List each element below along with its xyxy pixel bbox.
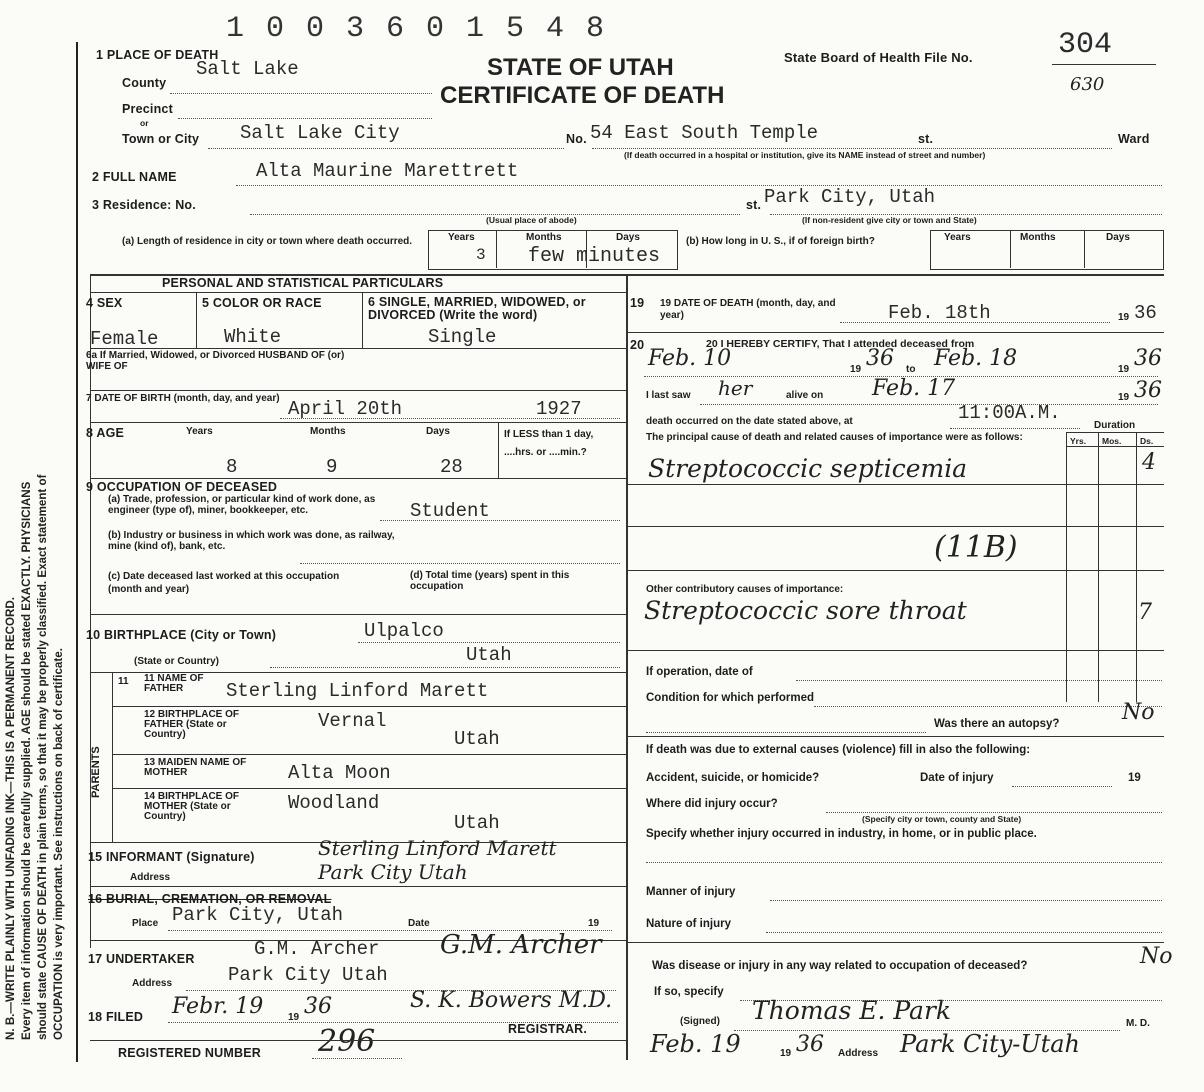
occupation-value: Student — [410, 500, 490, 522]
full-name-value: Alta Maurine Marettrett — [256, 160, 519, 182]
county-label: County — [122, 76, 167, 90]
filed-year: 36 — [304, 994, 332, 1019]
residence-duration: few minutes — [528, 245, 661, 268]
full-name-label: 2 FULL NAME — [92, 170, 177, 184]
operation-label: If operation, date of — [646, 666, 753, 678]
attended-to-year: 36 — [1134, 346, 1162, 371]
dob-value: April 20th — [288, 398, 403, 420]
hospital-note: (If death occurred in a hospital or institution, give its NAME instead of street and number) — [624, 150, 986, 160]
age-days: 28 — [440, 456, 463, 478]
color-label: 5 COLOR OR RACE — [202, 296, 322, 310]
death-time: 11:00A.M. — [958, 402, 1061, 424]
father-birthplace-label: 12 BIRTHPLACE OF FATHER (State or Country) — [144, 709, 240, 740]
burial-place: Park City, Utah — [172, 904, 344, 926]
registrar-signature: S. K. Bowers M.D. — [410, 988, 613, 1013]
sex-value: Female — [90, 328, 159, 350]
occupation-label: 9 OCCUPATION OF DECEASED — [86, 480, 278, 494]
age-years: 8 — [226, 456, 238, 478]
marital-value: Single — [428, 326, 497, 348]
cause-duration-days: 4 — [1142, 450, 1156, 475]
stamp-number: 1 0 0 3 6 0 1 5 4 8 — [226, 12, 607, 46]
informant-address: Park City Utah — [318, 860, 468, 884]
mother-birthplace-state: Utah — [454, 812, 500, 834]
last-saw-pronoun: her — [718, 376, 753, 400]
residence-years: 3 — [476, 246, 486, 264]
attended-to: Feb. 18 — [934, 346, 1018, 371]
accident-label: Accident, suicide, or homicide? — [646, 772, 820, 784]
father-birthplace-state: Utah — [454, 728, 500, 750]
attended-from: Feb. 10 — [648, 346, 732, 371]
occupation-b-label: (b) Industry or business in which work was done, as railway, mine (kind of), bank, etc. — [108, 530, 395, 552]
cause-of-death: Streptococcic septicemia — [648, 454, 968, 483]
reg-number-label: REGISTERED NUMBER — [118, 1046, 261, 1060]
dob-label: 7 DATE OF BIRTH (month, day, and year) — [86, 393, 280, 404]
town-value: Salt Lake City — [240, 122, 400, 144]
father-name: Sterling Linford Marett — [226, 680, 489, 702]
other-causes: Streptococcic sore throat — [644, 596, 967, 625]
registrar-label: REGISTRAR. — [508, 1022, 588, 1036]
physician-sign-date: Feb. 19 — [650, 1030, 741, 1058]
attended-from-year: 36 — [866, 346, 894, 371]
residence-label: 3 Residence: No. — [92, 198, 196, 212]
external-causes-label: If death was due to external causes (violence) fill in also the following: — [646, 744, 1031, 756]
informant-label: 15 INFORMANT (Signature) — [88, 850, 255, 864]
certificate-title: CERTIFICATE OF DEATH — [440, 82, 725, 109]
reg-number: 296 — [318, 1024, 376, 1059]
occurred-label: death occurred on the date stated above, at — [646, 416, 853, 427]
certify-label: 20 I HEREBY CERTIFY, That I attended deceased from — [706, 338, 975, 350]
parents-side-label: PARENTS — [90, 746, 102, 798]
last-saw-date: Feb. 17 — [872, 376, 956, 401]
birthplace-city: Ulpalco — [364, 620, 444, 642]
side-note-line3: should state CAUSE OF DEATH in plain terms, so that it may be properly classified. Exact statement of — [36, 474, 49, 1040]
precinct-label: Precinct — [122, 102, 173, 116]
occupation-related-label: Was disease or injury in any way related to occupation of deceased? — [652, 960, 1028, 972]
where-injury-label: Where did injury occur? — [646, 798, 778, 810]
cause-code: (11B) — [934, 530, 1018, 565]
color-value: White — [224, 326, 282, 348]
occupation-c-label: (c) Date deceased last worked at this occupation (month and year) — [108, 571, 340, 595]
state-title: STATE OF UTAH — [487, 54, 674, 81]
county-value: Salt Lake — [196, 58, 299, 80]
street-address: 54 East South Temple — [590, 122, 819, 144]
file-no: 304 — [1058, 28, 1113, 62]
age-label: 8 AGE — [86, 426, 125, 440]
us-length-label: (b) How long in U. S., if of foreign birth? — [686, 236, 875, 247]
informant-signature: Sterling Linford Marett — [318, 836, 557, 860]
physician-address: Park City-Utah — [900, 1030, 1081, 1058]
filed-date: Febr. 19 — [172, 994, 264, 1019]
autopsy-value: No — [1122, 700, 1155, 725]
if-so-label: If so, specify — [654, 986, 724, 998]
birthplace-state: Utah — [466, 644, 512, 666]
local-no: 630 — [1070, 74, 1105, 95]
occupation-d-label: (d) Total time (years) spent in this occupation — [410, 570, 570, 592]
autopsy-label: Was there an autopsy? — [934, 718, 1060, 730]
manner-label: Manner of injury — [646, 886, 736, 898]
spouse-label: 6a If Married, Widowed, or Divorced HUSBAND OF (or) WIFE OF — [86, 350, 345, 372]
length-residence-label: (a) Length of residence in city or town where death occurred. — [122, 236, 413, 247]
physician-sign-year: 36 — [796, 1032, 824, 1057]
specify-place-label: Specify whether injury occurred in industry, in home, or in public place. — [646, 828, 1037, 840]
town-label: Town or City — [122, 132, 200, 146]
undertaker-signature: G.M. Archer — [440, 930, 602, 960]
less-than-label: If LESS than 1 day, ....hrs. or ....min.? — [504, 429, 594, 458]
residence-value: Park City, Utah — [764, 186, 936, 208]
street-no-label: No. — [566, 132, 587, 146]
birthplace-label: 10 BIRTHPLACE (City or Town) — [86, 628, 277, 642]
mother-label: 13 MAIDEN NAME OF MOTHER — [144, 757, 247, 778]
marital-label: 6 SINGLE, MARRIED, WIDOWED, or DIVORCED (Write the word) — [368, 295, 586, 322]
place-heading: 1 PLACE OF DEATH — [96, 48, 219, 62]
mother-birthplace-label: 14 BIRTHPLACE OF MOTHER (State or Country) — [144, 791, 240, 822]
dob-year: 1927 — [536, 398, 582, 420]
father-label: 11 NAME OF FATHER — [144, 673, 204, 694]
mother-name: Alta Moon — [288, 762, 391, 784]
condition-label: Condition for which performed — [646, 692, 815, 704]
ward-label: Ward — [1118, 132, 1150, 146]
side-note-line4: OCCUPATION is very important. See instructions on back of certificate. — [52, 648, 65, 1040]
undertaker-label: 17 UNDERTAKER — [88, 952, 195, 966]
age-months: 9 — [326, 456, 338, 478]
injury-date-label: Date of injury — [920, 772, 994, 784]
mother-birthplace-city: Woodland — [288, 792, 380, 814]
occupation-a-label: (a) Trade, profession, or particular kind of work done, as engineer (type of), miner, bookkeeper, etc. — [108, 494, 376, 516]
last-saw-year: 36 — [1134, 378, 1162, 403]
other-duration-days: 7 — [1138, 600, 1152, 625]
date-of-death: Feb. 18th — [888, 302, 991, 324]
undertaker-name: G.M. Archer — [254, 938, 380, 960]
occupation-related-value: No — [1140, 944, 1173, 969]
father-birthplace-city: Vernal — [318, 710, 387, 732]
undertaker-address: Park City Utah — [228, 964, 388, 986]
burial-label: 16 BURIAL, CREMATION, OR REMOVAL — [88, 892, 332, 906]
side-note-line2: Every item of information should be carefully supplied. AGE should be stated EXACTLY. PHYSICIANS — [20, 481, 33, 1040]
personal-heading: PERSONAL AND STATISTICAL PARTICULARS — [162, 276, 444, 290]
side-note-line1: N. B.—WRITE PLAINLY WITH UNFADING INK—THIS IS A PERMANENT RECORD. — [4, 597, 17, 1040]
sex-label: 4 SEX — [86, 296, 123, 310]
filed-label: 18 FILED — [88, 1010, 144, 1024]
date-of-death-label: 19 DATE OF DEATH (month, day, and year) — [660, 298, 836, 321]
nature-label: Nature of injury — [646, 918, 731, 930]
physician-signature: Thomas E. Park — [752, 996, 952, 1025]
file-no-label: State Board of Health File No. — [784, 50, 973, 65]
cause-label: The principal cause of death and related causes of importance were as follows: — [646, 432, 1023, 443]
other-causes-label: Other contributory causes of importance: — [646, 584, 844, 595]
death-year: 36 — [1134, 302, 1157, 324]
